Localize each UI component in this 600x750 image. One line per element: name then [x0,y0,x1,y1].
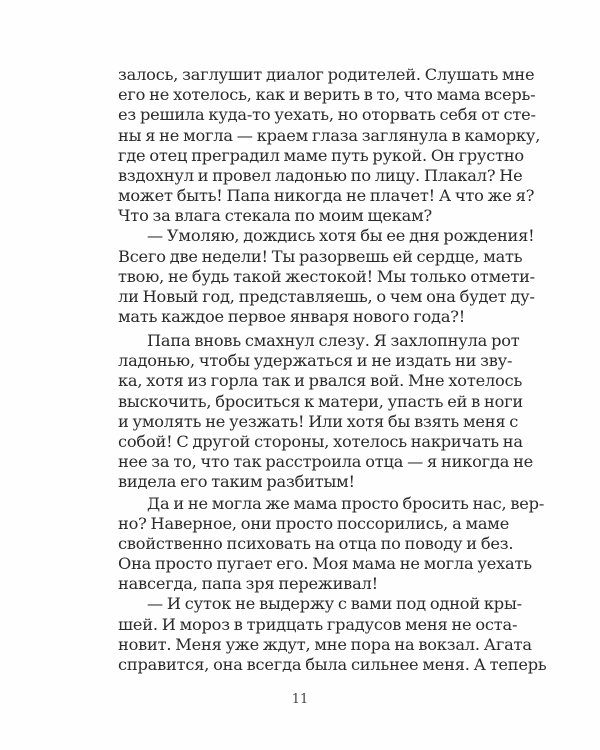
text-line: вздохнул и провел ладонью по лицу. Плакал? Не [118,165,523,185]
text-line: Что за влага стекала по моим щекам? [118,206,432,226]
text-line: Папа вновь смахнул слезу. Я захлопнула рот [147,331,520,351]
text-line: шей. И мороз в тридцать градусов меня не оста- [118,614,518,634]
text-line: может быть! Папа никогда не плачет! А что же я? [118,186,535,206]
text-line: где отец преградил маме путь рукой. Он грустно [118,145,524,165]
text-line: свойственно психовать на отца по поводу и без. [118,533,514,553]
text-line: Она просто пугает его. Моя мама не могла уехать [118,554,532,574]
text-line: Да и не могла же мама просто бросить нас, вер- [147,493,545,513]
text-line: твою, не будь такой жестокой! Мы только отмети- [118,266,535,286]
text-line: ез решила куда-то уехать, но оторвать себя от сте- [118,105,536,125]
text-line: выскочить, броситься к матери, упасть ей в ноги [118,391,523,411]
text-line: и умолять не уезжать! Или хотя бы взять меня с [118,411,519,431]
text-line: — Умоляю, дождись хотя бы ее дня рождения! [147,226,535,246]
text-line: залось, заглушит диалог родителей. Слушать мне [118,65,535,84]
text-line: Всего две недели! Ты разорвешь ей сердце, мать [118,246,523,266]
text-line: справится, она всегда была сильнее меня. А теперь [118,655,547,674]
text-line: ка, хотя из горла так и рвался вой. Мне хотелось [118,371,523,391]
text-line: ны я не могла — краем глаза заглянула в каморку, [118,125,541,145]
text-line: но? Наверное, они просто поссорились, а маме [118,513,510,533]
page-number: 11 [291,692,309,707]
text-line: ли Новый год, представляешь, о чем она будет ду- [118,287,535,307]
text-line: — И суток не выдержу с вами под одной кры- [147,594,522,614]
text-line: его не хотелось, как и верить в то, что мама всерь- [118,85,536,105]
text-line: мать каждое первое января нового года?! [118,307,466,327]
text-line: новит. Меня уже ждут, мне пора на вокзал. Агата [118,634,532,654]
text-line: нее за то, что так расстроила отца — я никогда не [118,452,534,472]
text-line: собой! С другой стороны, хотелось накричать на [118,432,523,452]
text-line: навсегда, папа зря переживал! [118,574,378,594]
text-line: видела его таким разбитым! [118,472,355,492]
text-line: ладонью, чтобы удержаться и не издать ни зву- [118,351,513,371]
